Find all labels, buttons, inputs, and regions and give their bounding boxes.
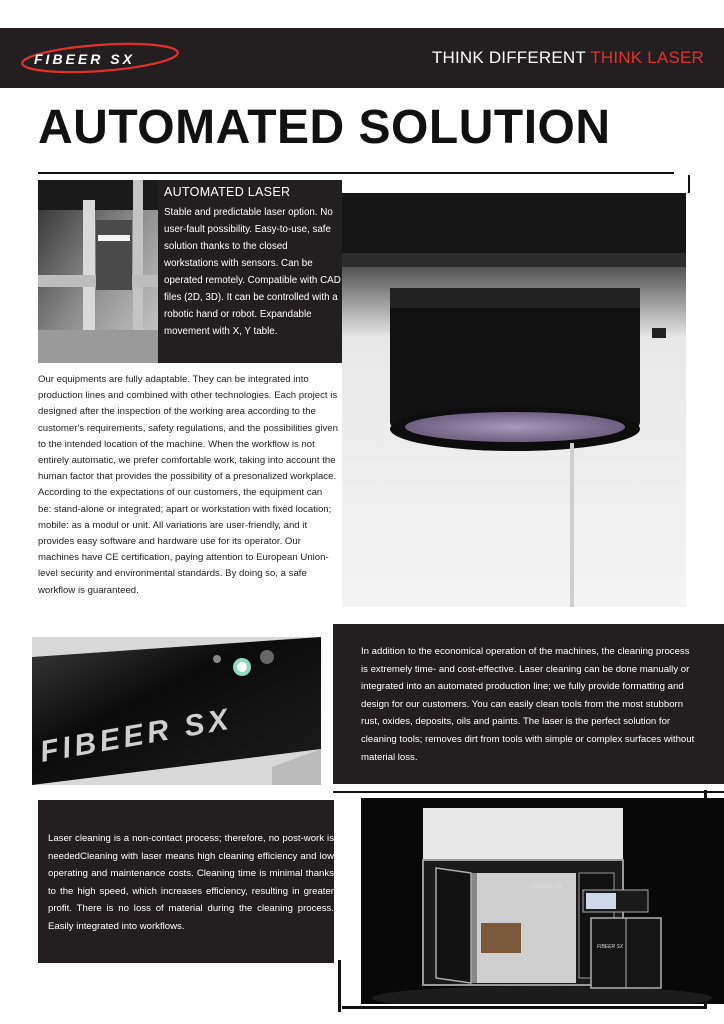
cleaning-panel [333, 624, 724, 784]
tagline-think-different: THINK DIFFERENT [431, 48, 586, 67]
svg-text:FIBEER SX: FIBEER SX [597, 944, 624, 950]
control-panel-photo [32, 637, 321, 785]
laser-cleaning-text: Laser cleaning is a non-contact process; therefore, no post-work is neededCleaning with laser means high cleaning efficiency and low operating and maintenance costs. Cleaning time is minimal thanks to the high speed, which increases efficiency, resulting in greater profit. There is no loss of material during the cleaning process. Easily integrated into workflows. [48, 833, 334, 932]
cleaning-text: In addition to the economical operation of the machines, the cleaning process is extremely time- and cost-effective. Laser cleaning can be done manually or integrated into an automated production line; we fully provide formatting and design for our customers. You can easily clean tools from the most stubborn rust, oxides, deposits, oils and paints. The laser is the perfect solution for cleaning tools; removes dirt from tools with simple or complex surfaces without material loss. [361, 646, 695, 763]
machine-frame-photo [38, 180, 158, 363]
workstation-photo [361, 798, 724, 1004]
automated-laser-heading: AUTOMATED LASER [164, 185, 291, 199]
svg-text:FIBEER SX: FIBEER SX [531, 884, 563, 890]
fibeer-sx-logo [20, 38, 190, 78]
tagline [432, 50, 704, 66]
intro-paragraph: Our equipments are fully adaptable. They can be integrated into production lines and combined with other technologies. Each project is designed after the inspection of the working area according to the customer's requirements, safety regulations, and the possibilities given to the intended location of the machine. When the workflow is not entirely automatic, we prefer comfortable work, taking into account the human factor that provides the possibility of a presonalized workplace. According to the expectations of our customers, the equipment can be: stand-alone or integrated; apart or workstation with fixed location; mobile: as a modul or unit. All variations are user-friendly, and it provides easy software and hardware use for its operator. Our machines have CE certification, paying attention to European Union-level security and environmental standards. By doing so, a safe workflow is guaranteed. [38, 374, 338, 596]
decorative-rule [688, 175, 690, 193]
page-header [0, 28, 724, 88]
logo-text: FIBEER SX [34, 51, 135, 67]
tagline-think-laser: THINK LASER [590, 48, 704, 67]
laser-head-photo [342, 193, 686, 607]
title-divider [38, 172, 674, 174]
automated-laser-panel [158, 180, 342, 363]
laser-cleaning-panel [38, 800, 334, 963]
automated-laser-text: Stable and predictable laser option. No user-fault possibility. Easy-to-use, safe solution thanks to the closed workstations with sensors. Can be operated remotely. Compatible with CAD files (2D, 3D). It can be controlled with a robotic hand or robot. Expandable movement with X, Y table. [164, 207, 341, 337]
svg-text:FIBEER SX: FIBEER SX [37, 702, 235, 769]
decorative-rule [338, 960, 341, 1012]
page-title: AUTOMATED SOLUTION [38, 101, 611, 154]
